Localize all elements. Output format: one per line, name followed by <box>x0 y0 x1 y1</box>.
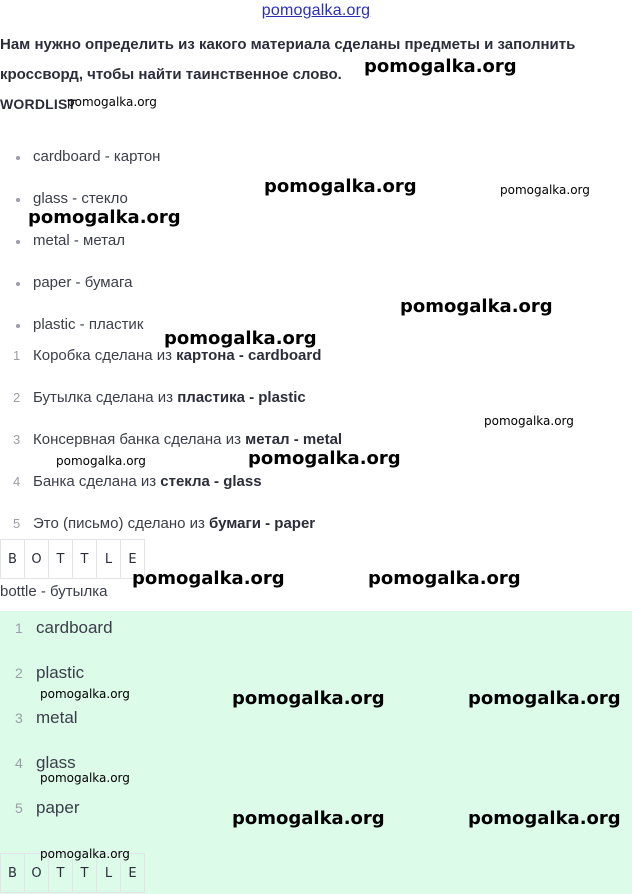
watermark: pomogalka.org <box>232 688 385 709</box>
letter-cell: L <box>96 853 121 893</box>
sentence-text: Коробка сделана из <box>33 347 177 364</box>
answer-number: 2 <box>15 665 23 681</box>
letter-cell: T <box>48 853 73 893</box>
wordlist-item: plastic - пластик <box>0 314 160 356</box>
watermark: pomogalka.org <box>67 95 157 109</box>
sentence-text: Консервная банка сделана из <box>33 431 246 448</box>
answer-number: 1 <box>15 620 23 636</box>
sentence-text: Это (письмо) сделано из <box>33 515 210 532</box>
wordlist-item: paper - бумага <box>0 272 160 314</box>
sentence-item <box>0 387 342 429</box>
letter-cell: T <box>72 539 97 579</box>
letter-cell: O <box>24 539 49 579</box>
answer-number: 5 <box>15 800 23 816</box>
watermark: pomogalka.org <box>364 56 517 77</box>
answer-word: glass <box>36 753 76 772</box>
watermark: pomogalka.org <box>28 207 181 228</box>
intro-line-2: кроссворд, чтобы найти таинственное слово. <box>0 66 342 83</box>
watermark: pomogalka.org <box>468 688 621 709</box>
sentence-answer: пластика - plastic <box>177 389 306 406</box>
wordlist-heading: WORDLIST <box>0 96 77 112</box>
answer-item <box>0 707 113 752</box>
watermark: pomogalka.org <box>400 296 553 317</box>
sentence-number: 1 <box>13 348 21 363</box>
letter-cell: B <box>0 853 25 893</box>
sentence-answer: стекла - glass <box>160 473 262 490</box>
wordlist-item: cardboard - картон <box>0 146 160 188</box>
watermark: pomogalka.org <box>468 808 621 829</box>
wordlist <box>0 146 160 356</box>
watermark: pomogalka.org <box>40 847 130 861</box>
sentence-answer: картона - cardboard <box>176 347 322 364</box>
sentence-number: 3 <box>13 432 21 447</box>
sentence-text: Банка сделана из <box>33 473 161 490</box>
answer-word: cardboard <box>36 618 113 637</box>
watermark: pomogalka.org <box>368 568 521 589</box>
watermark: pomogalka.org <box>40 771 130 785</box>
answer-word: paper <box>36 798 80 817</box>
site-title-link[interactable]: pomogalka.org <box>261 2 371 19</box>
watermark: pomogalka.org <box>132 568 285 589</box>
intro-line-1: Нам нужно определить из какого материала сделаны предметы и заполнить <box>0 36 576 53</box>
letter-cell: T <box>72 853 97 893</box>
answer-number: 4 <box>15 755 23 771</box>
watermark: pomogalka.org <box>484 414 574 428</box>
wordlist-item: glass - стекло <box>0 188 160 230</box>
watermark: pomogalka.org <box>232 808 385 829</box>
answer-word: plastic <box>36 663 85 682</box>
watermark: pomogalka.org <box>248 448 401 469</box>
sentence-number: 4 <box>13 474 21 489</box>
watermark: pomogalka.org <box>164 328 317 349</box>
letter-cell: L <box>96 539 121 579</box>
task-intro <box>0 30 620 90</box>
letter-cell: E <box>120 539 145 579</box>
sentence-text: Бутылка сделана из <box>33 389 178 406</box>
letter-cell: E <box>120 853 145 893</box>
sentence-answer: метал - metal <box>245 431 343 448</box>
sentence-item <box>0 345 342 387</box>
answer-number: 3 <box>15 710 23 726</box>
watermark: pomogalka.org <box>500 183 590 197</box>
sentence-item <box>0 471 342 513</box>
answer-item <box>0 617 113 662</box>
mystery-answer: bottle - бутылка <box>0 583 108 600</box>
sentence-number: 2 <box>13 390 21 405</box>
watermark: pomogalka.org <box>40 687 130 701</box>
mystery-word-grid <box>0 539 144 579</box>
answer-list <box>0 617 113 842</box>
letter-cell: O <box>24 853 49 893</box>
answer-item <box>0 797 113 842</box>
letter-cell: T <box>48 539 73 579</box>
sentence-number: 5 <box>13 516 21 531</box>
wordlist-item: metal - метал <box>0 230 160 272</box>
answer-word: metal <box>36 708 78 727</box>
letter-cell: B <box>0 539 25 579</box>
watermark: pomogalka.org <box>56 454 146 468</box>
sentence-answer: бумаги - paper <box>209 515 316 532</box>
watermark: pomogalka.org <box>264 176 417 197</box>
